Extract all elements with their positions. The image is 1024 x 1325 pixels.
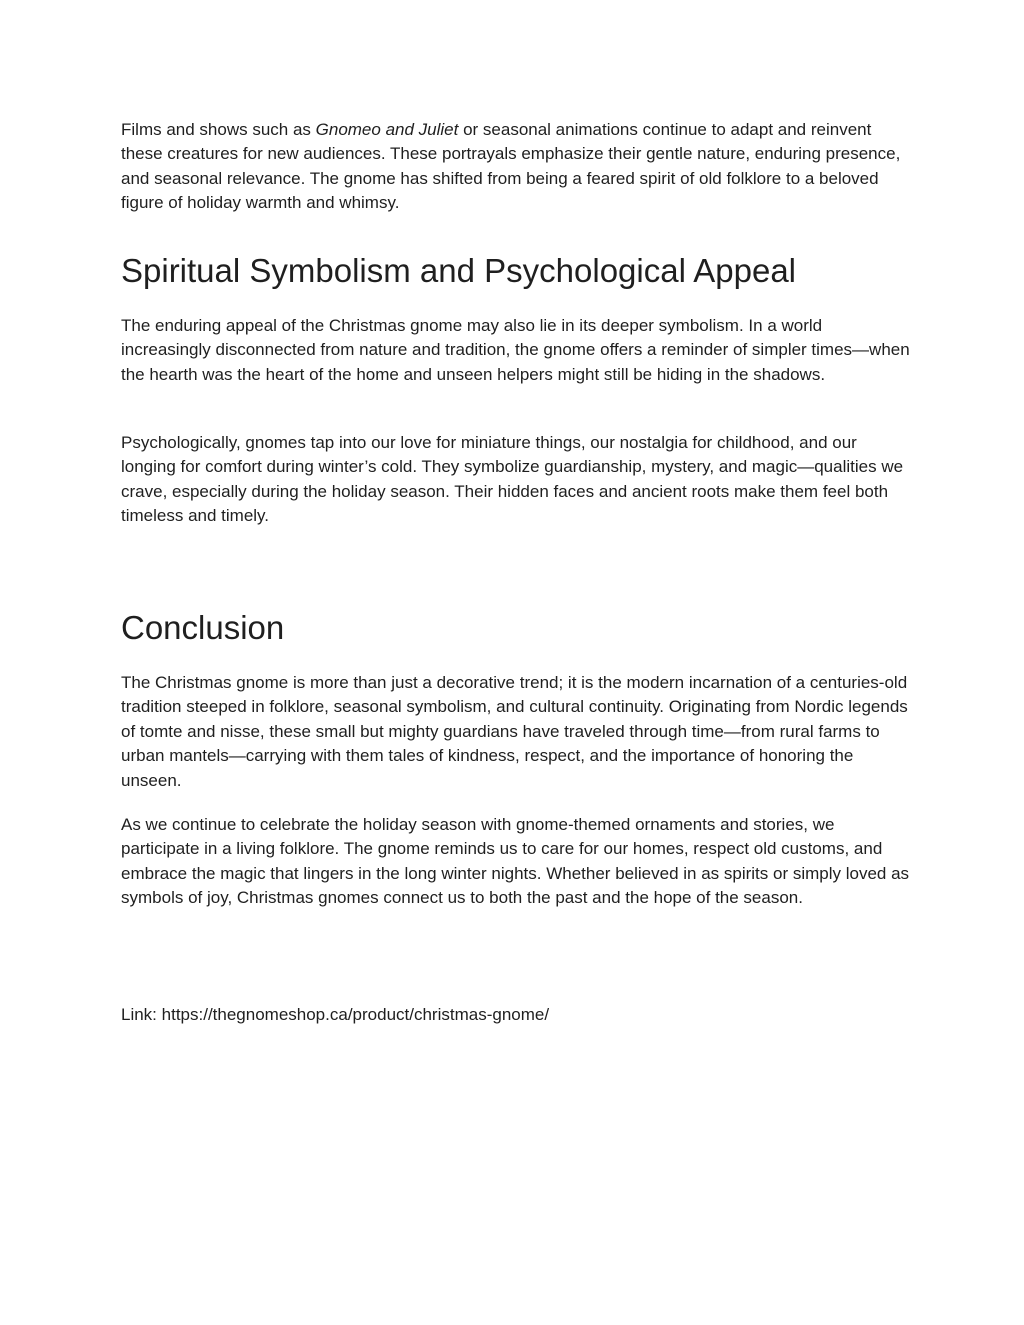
conclusion-paragraph-2: As we continue to celebrate the holiday season with gnome-themed ornaments and stories, we participate in a living folklore. The gnome reminds us to care for our homes, respect old customs, and embrace the magic that lingers in the long winter nights. Whether believed in as spirits or simply loved as symbols of joy, Christmas gnomes connect us to both the past and the hope of the season. <box>121 815 910 908</box>
intro-text-end: or seasonal animations continue to adapt and reinvent these creatures for new audiences. These portrayals emphasize their gentle nature, enduring presence, and seasonal relevance. The gnome has shifted from being a feared spirit of old folklore to a beloved figure of holiday warmth and whimsy. <box>121 120 901 213</box>
link-label: Link: <box>121 1005 162 1024</box>
link-line <box>121 1003 911 1027</box>
spiritual-paragraph-2: Psychologically, gnomes tap into our love for miniature things, our nostalgia for childhood, and our longing for comfort during winter’s cold. They symbolize guardianship, mystery, and magic—qualities we crave, especially during the holiday season. Their hidden faces and ancient roots make them feel both timeless and timely. <box>121 433 904 526</box>
film-title: Gnomeo and Juliet <box>315 120 459 139</box>
conclusion-paragraph-1: The Christmas gnome is more than just a decorative trend; it is the modern incarnation of a centuries-old tradition steeped in folklore, seasonal symbolism, and cultural continuity. Originating from Nordic legends of tomte and nisse, these small but mighty guardians have traveled through time—from rural farms to urban mantels—carrying with them tales of kindness, respect, and the importance of honoring the unseen. <box>121 673 908 790</box>
section-heading-spiritual: Spiritual Symbolism and Psychological Appeal <box>121 252 797 289</box>
product-link[interactable]: https://thegnomeshop.ca/product/christmas-gnome/ <box>161 1005 550 1024</box>
section-heading-conclusion: Conclusion <box>121 609 285 646</box>
spiritual-paragraph-1: The enduring appeal of the Christmas gnome may also lie in its deeper symbolism. In a world increasingly disconnected from nature and tradition, the gnome offers a reminder of simpler times—when the hearth was the heart of the home and unseen helpers might still be hiding in the shadows. <box>121 316 910 384</box>
intro-paragraph <box>121 118 911 216</box>
intro-text-start: Films and shows such as <box>121 120 316 139</box>
